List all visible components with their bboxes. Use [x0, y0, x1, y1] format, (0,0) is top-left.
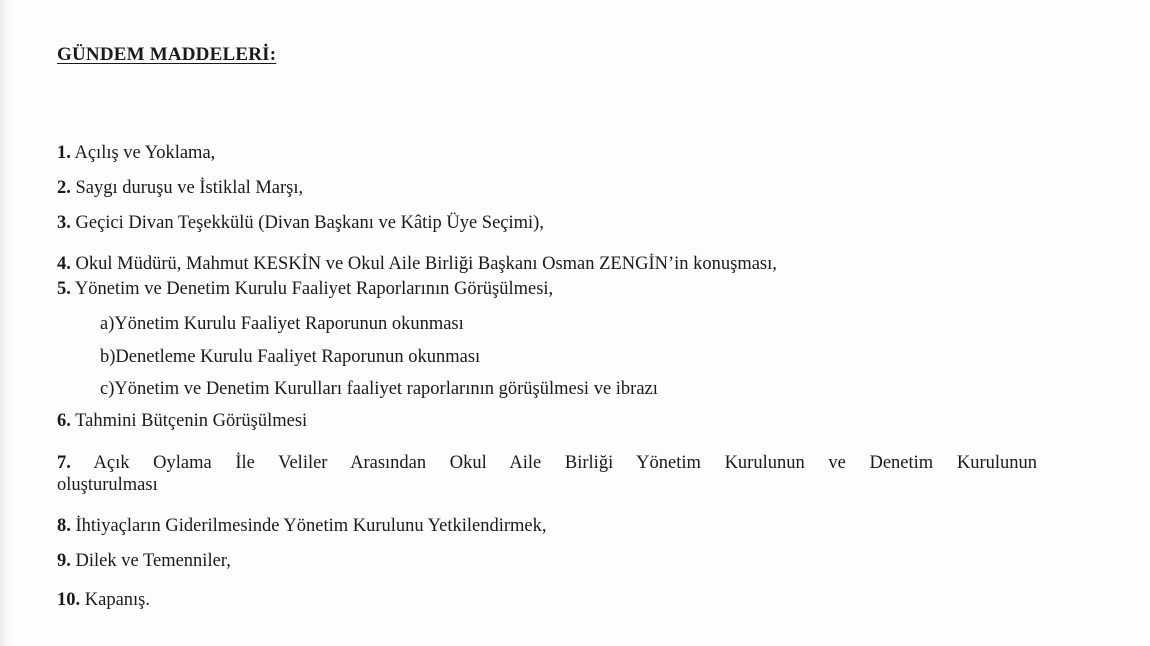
agenda-subitem-a: a)Yönetim Kurulu Faaliyet Raporunun okunması	[100, 314, 464, 334]
agenda-item-4	[57, 253, 777, 275]
item-text: Okul Müdürü, Mahmut KESKİN ve Okul Aile Birliği Başkanı Osman ZENGİN’in konuşması,	[75, 254, 777, 274]
item-text: Dilek ve Temenniler,	[75, 551, 231, 571]
agenda-item-9	[57, 550, 231, 572]
item-text: Saygı duruşu ve İstiklal Marşı,	[75, 178, 304, 198]
item-text: Açılış ve Yoklama,	[74, 143, 216, 163]
agenda-subitem-c: c)Yönetim ve Denetim Kurulları faaliyet raporlarının görüşülmesi ve ibrazı	[100, 379, 658, 399]
item-number: 9.	[57, 551, 71, 571]
item-text: İhtiyaçların Giderilmesinde Yönetim Kurulunu Yetkilendirmek,	[75, 516, 547, 536]
item-number: 8.	[57, 516, 71, 536]
item-text: Kapanış.	[84, 590, 150, 610]
item-number: 6.	[57, 411, 71, 431]
item-number: 5.	[57, 279, 71, 299]
agenda-item-10	[57, 589, 150, 611]
agenda-item-3	[57, 212, 544, 234]
item-number: 7.	[57, 453, 71, 473]
agenda-item-1	[57, 142, 215, 164]
agenda-item-8	[57, 515, 546, 537]
item-text-line-1	[57, 452, 1037, 474]
item-number: 2.	[57, 178, 71, 198]
item-text: Yönetim ve Denetim Kurulu Faaliyet Raporlarının Görüşülmesi,	[74, 279, 554, 299]
agenda-heading: GÜNDEM MADDELERİ:	[57, 44, 277, 65]
agenda-item-2	[57, 177, 303, 199]
item-number: 1.	[57, 143, 71, 163]
item-text: Geçici Divan Teşekkülü (Divan Başkanı ve Kâtip Üye Seçimi),	[75, 213, 544, 233]
item-text-line-2: oluşturulması	[57, 475, 158, 495]
agenda-item-7	[57, 452, 1037, 496]
item-text: Açık Oylama İle Veliler Arasından Okul Aile Birliği Yönetim Kurulunun ve Denetim Kurulunun	[93, 453, 1037, 473]
agenda-subitem-b: b)Denetleme Kurulu Faaliyet Raporunun okunması	[100, 347, 481, 367]
item-number: 3.	[57, 213, 71, 233]
agenda-item-6	[57, 410, 307, 432]
item-number: 4.	[57, 254, 71, 274]
item-text: Tahmini Bütçenin Görüşülmesi	[75, 411, 308, 431]
agenda-item-5	[57, 278, 553, 300]
item-number: 10.	[57, 590, 81, 610]
